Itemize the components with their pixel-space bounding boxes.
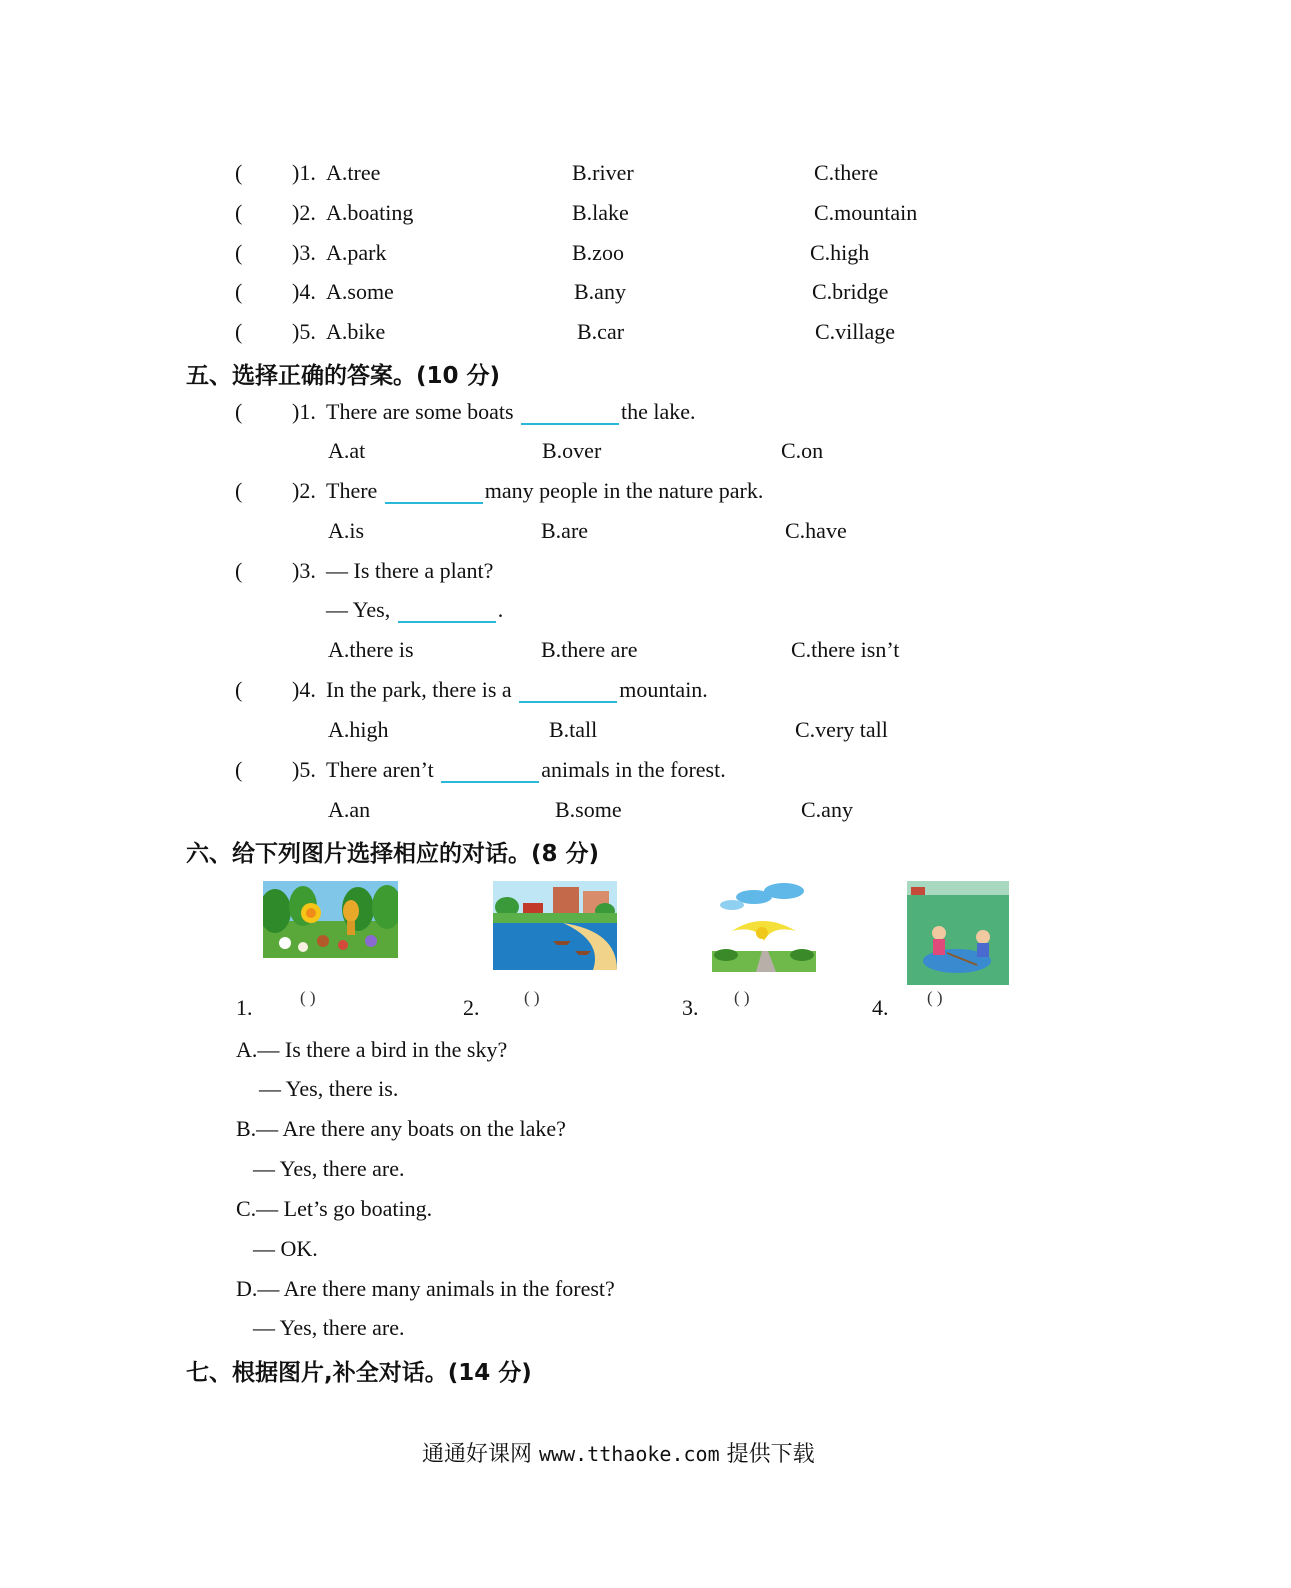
answer-paren: (	[235, 478, 243, 503]
option-c: C.mountain	[814, 200, 918, 225]
dialogue-a-line1: A.— Is there a bird in the sky?	[236, 1037, 508, 1062]
answer-paren: (	[235, 677, 243, 702]
question-text: There aren’t	[326, 757, 434, 782]
question-number: )4.	[292, 677, 316, 702]
question-number: )1.	[292, 399, 316, 424]
answer-paren: (	[235, 558, 243, 583]
dialogue-c-line2: — OK.	[253, 1236, 318, 1261]
forest-animals-picture	[263, 881, 398, 958]
reply-text-end: .	[497, 597, 504, 622]
answer-blank[interactable]	[519, 679, 617, 703]
option-c: C.very tall	[795, 717, 888, 742]
question-text: — Is there a plant?	[326, 558, 494, 583]
option-b: B.some	[555, 797, 622, 822]
option-b: B.any	[574, 279, 626, 304]
option-a: A.is	[328, 518, 365, 543]
reply-text: — Yes,	[326, 597, 391, 622]
question-number: )3.	[292, 240, 316, 265]
answer-blank[interactable]	[385, 480, 483, 504]
option-b: B.are	[541, 518, 589, 543]
option-b: B.river	[572, 160, 634, 185]
option-b: B.zoo	[572, 240, 624, 265]
option-b: B.there are	[541, 637, 638, 662]
option-a: A.park	[326, 240, 387, 265]
question-text: There are some boats	[326, 399, 514, 424]
option-a: A.at	[328, 438, 366, 463]
option-b: B.tall	[549, 717, 598, 742]
option-b: B.car	[577, 319, 625, 344]
option-b: B.lake	[572, 200, 629, 225]
picture-number: 1.	[236, 995, 253, 1020]
section6-title: 六、给下列图片选择相应的对话。(8 分)	[186, 841, 600, 867]
question-number: )4.	[292, 279, 316, 304]
bird-sky-picture	[712, 881, 816, 972]
section5-title: 五、选择正确的答案。(10 分)	[186, 363, 501, 389]
question-text-end: animals in the forest.	[541, 757, 726, 782]
picture-answer-paren[interactable]: ( )	[300, 988, 316, 1007]
answer-paren: (	[235, 279, 243, 304]
option-c: C.there isn’t	[791, 637, 900, 662]
option-a: A.tree	[326, 160, 381, 185]
answer-blank[interactable]	[441, 759, 539, 783]
question-number: )2.	[292, 478, 316, 503]
answer-paren: (	[235, 319, 243, 344]
option-a: A.there is	[328, 637, 414, 662]
picture-number: 3.	[682, 995, 699, 1020]
question-number: )1.	[292, 160, 316, 185]
option-a: A.boating	[326, 200, 414, 225]
option-c: C.on	[781, 438, 824, 463]
answer-paren: (	[235, 160, 243, 185]
option-b: B.over	[542, 438, 602, 463]
question-number: )5.	[292, 757, 316, 782]
footer-site-name: 通通好课网	[422, 1442, 533, 1467]
question-number: )5.	[292, 319, 316, 344]
dialogue-b-line1: B.— Are there any boats on the lake?	[236, 1116, 566, 1141]
question-text: There	[326, 478, 378, 503]
question-text-end: many people in the nature park.	[484, 478, 764, 503]
option-c: C.there	[814, 160, 879, 185]
footer-download-text: 提供下载	[726, 1442, 815, 1467]
question-text-end: the lake.	[621, 399, 696, 424]
option-c: C.have	[785, 518, 847, 543]
picture-number: 2.	[463, 995, 480, 1020]
dialogue-b-line2: — Yes, there are.	[253, 1156, 405, 1181]
answer-paren: (	[235, 399, 243, 424]
picture-answer-paren[interactable]: ( )	[734, 988, 750, 1007]
picture-answer-paren[interactable]: ( )	[927, 988, 943, 1007]
question-number: )3.	[292, 558, 316, 583]
footer-url[interactable]: www.tthaoke.com	[539, 1442, 720, 1466]
picture-number: 4.	[872, 995, 889, 1020]
answer-paren: (	[235, 240, 243, 265]
lake-boats-picture	[493, 881, 617, 970]
question-text: In the park, there is a	[326, 677, 512, 702]
footer	[422, 1437, 815, 1468]
dialogue-c-line1: C.— Let’s go boating.	[236, 1196, 433, 1221]
answer-paren: (	[235, 200, 243, 225]
option-a: A.bike	[326, 319, 386, 344]
dialogue-d-line1: D.— Are there many animals in the forest?	[236, 1276, 615, 1301]
option-a: A.an	[328, 797, 371, 822]
option-c: C.village	[815, 319, 896, 344]
option-a: A.some	[326, 279, 394, 304]
answer-blank[interactable]	[398, 599, 496, 623]
option-a: A.high	[328, 717, 389, 742]
children-boating-picture	[907, 881, 1009, 985]
section7-title: 七、根据图片,补全对话。(14 分)	[186, 1360, 532, 1386]
answer-paren: (	[235, 757, 243, 782]
question-number: )2.	[292, 200, 316, 225]
dialogue-d-line2: — Yes, there are.	[253, 1315, 405, 1340]
dialogue-a-line2: — Yes, there is.	[259, 1076, 399, 1101]
picture-answer-paren[interactable]: ( )	[524, 988, 540, 1007]
answer-blank[interactable]	[521, 401, 619, 425]
option-c: C.bridge	[812, 279, 889, 304]
question-text-end: mountain.	[619, 677, 708, 702]
option-c: C.any	[801, 797, 853, 822]
option-c: C.high	[810, 240, 870, 265]
